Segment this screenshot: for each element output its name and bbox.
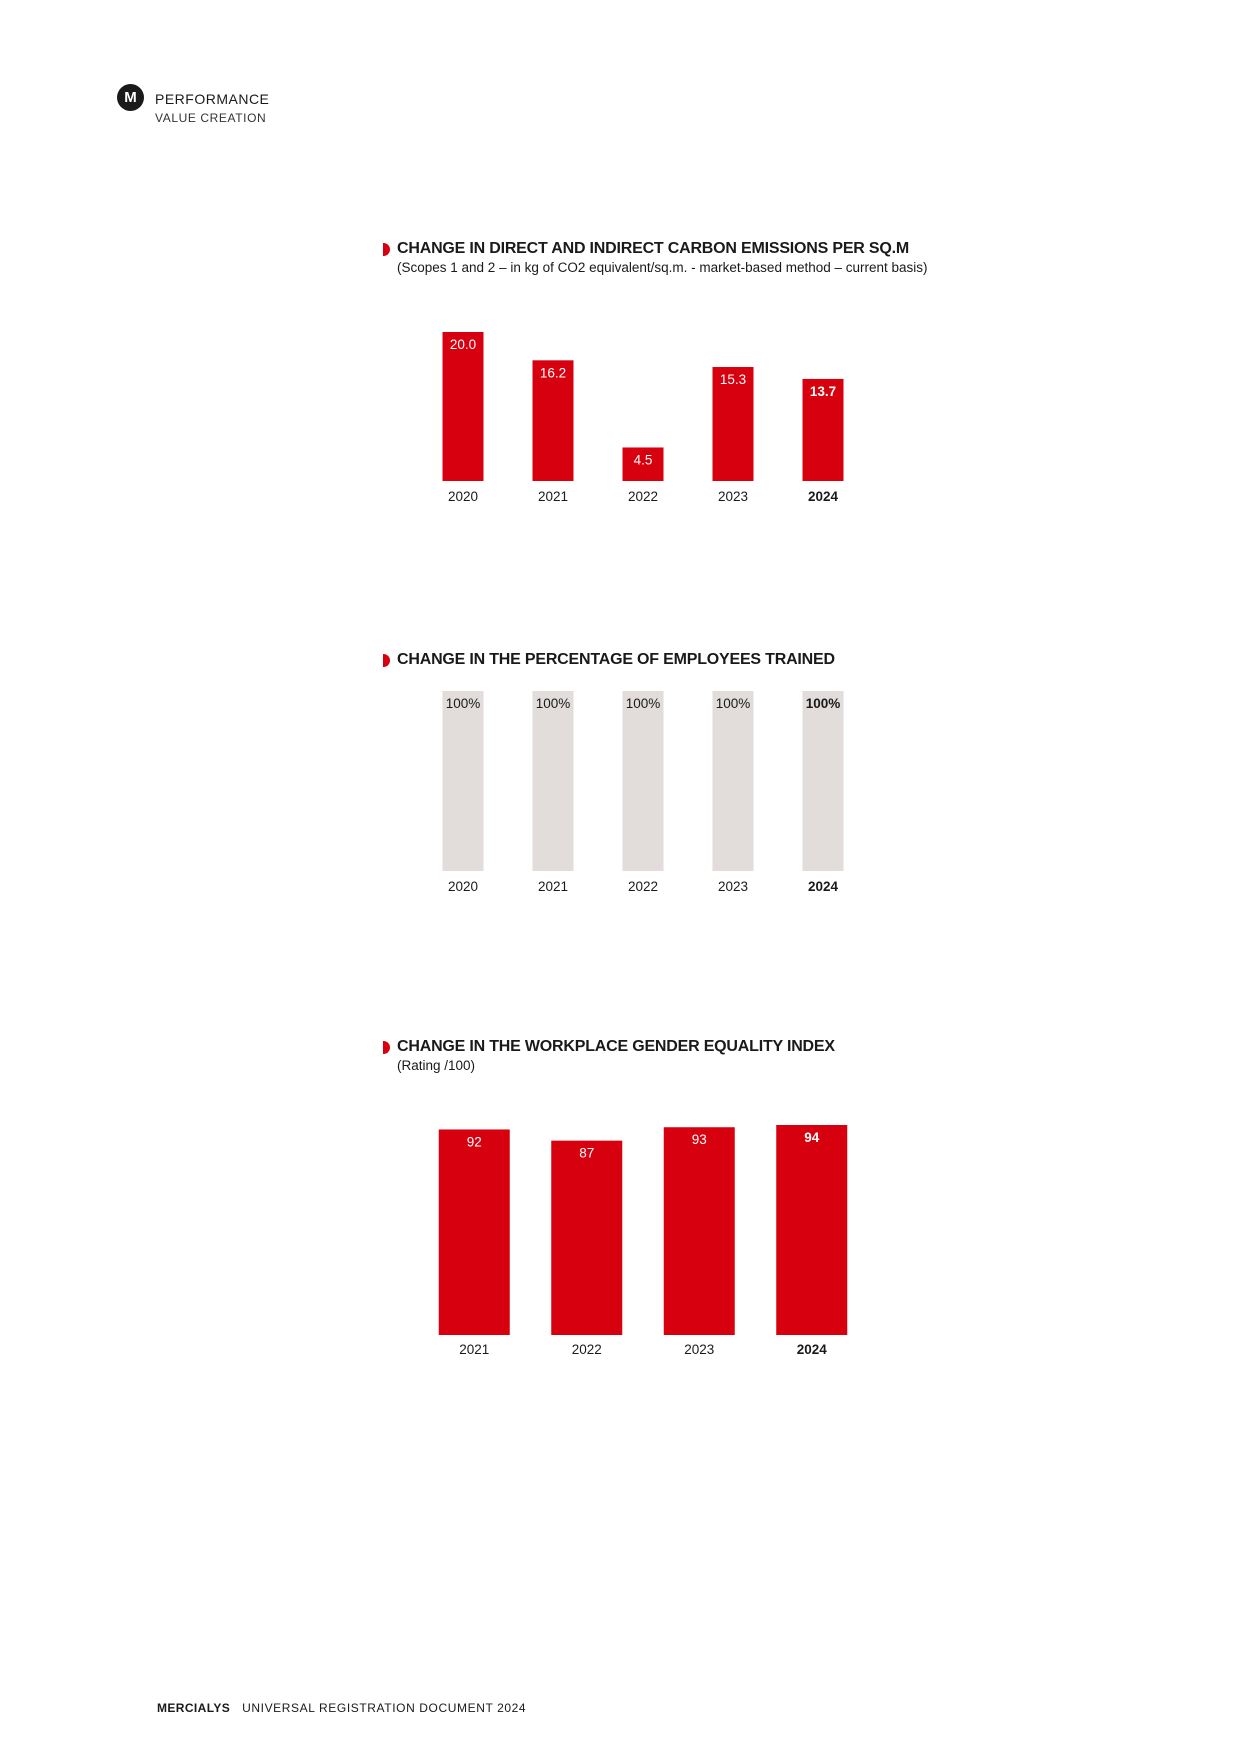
section-subtitle: VALUE CREATION bbox=[155, 111, 267, 125]
x-tick-label-2021: 2021 bbox=[459, 1342, 490, 1357]
bar-2021 bbox=[439, 1129, 510, 1335]
bar-2023 bbox=[713, 691, 754, 871]
x-tick-label-2024: 2024 bbox=[807, 879, 839, 894]
bar-2020 bbox=[443, 691, 484, 871]
data-label-2021: 92 bbox=[466, 1134, 482, 1150]
bar-2024 bbox=[776, 1125, 847, 1335]
gender-equality-chart bbox=[383, 1038, 1003, 1368]
data-label-2020: 100% bbox=[445, 696, 481, 711]
data-label-2022: 87 bbox=[579, 1145, 595, 1161]
bar-2021 bbox=[533, 691, 574, 871]
x-tick-label-2023: 2023 bbox=[684, 1342, 715, 1357]
data-label-2022: 100% bbox=[625, 696, 661, 711]
data-label-2021: 100% bbox=[535, 696, 571, 711]
bar-2022 bbox=[551, 1141, 622, 1335]
chart-title: CHANGE IN DIRECT AND INDIRECT CARBON EMISSIONS PER SQ.M bbox=[397, 240, 909, 257]
x-tick-label-2023: 2023 bbox=[717, 879, 749, 894]
x-tick-label-2024: 2024 bbox=[796, 1342, 827, 1357]
data-label-2024: 13.7 bbox=[809, 383, 837, 399]
employees-trained-chart bbox=[383, 651, 1003, 901]
data-label-2021: 16.2 bbox=[539, 365, 567, 381]
x-tick-label-2021: 2021 bbox=[537, 879, 569, 894]
footer-brand: MERCIALYS bbox=[157, 1701, 231, 1715]
x-tick-label-2022: 2022 bbox=[627, 879, 659, 894]
section-title: PERFORMANCE bbox=[155, 91, 270, 107]
data-label-2023: 15.3 bbox=[719, 372, 747, 388]
x-tick-label-2022: 2022 bbox=[627, 489, 659, 504]
chart-plot bbox=[383, 240, 1003, 510]
page-footer bbox=[157, 1701, 526, 1715]
bar-2020 bbox=[443, 332, 484, 481]
data-label-2024: 100% bbox=[805, 696, 841, 711]
chart-plot bbox=[383, 651, 1003, 901]
data-label-2020: 20.0 bbox=[449, 337, 477, 352]
x-tick-label-2022: 2022 bbox=[571, 1342, 602, 1357]
x-tick-label-2024: 2024 bbox=[807, 489, 839, 504]
chart-title: CHANGE IN THE PERCENTAGE OF EMPLOYEES TRAINED bbox=[397, 651, 835, 668]
footer-document-title: UNIVERSAL REGISTRATION DOCUMENT 2024 bbox=[242, 1701, 527, 1715]
data-label-2022: 4.5 bbox=[633, 452, 653, 468]
data-label-2023: 100% bbox=[715, 696, 751, 711]
bar-2024 bbox=[803, 691, 844, 871]
chart-plot bbox=[383, 1038, 1003, 1368]
chart-title: CHANGE IN THE WORKPLACE GENDER EQUALITY INDEX bbox=[397, 1038, 835, 1055]
data-label-2024: 94 bbox=[804, 1130, 820, 1145]
bar-2023 bbox=[664, 1127, 735, 1335]
chart-subtitle: (Scopes 1 and 2 – in kg of CO2 equivalent/sq.m. - market-based method – current basis) bbox=[397, 260, 928, 275]
carbon-emissions-chart bbox=[383, 240, 1003, 510]
data-label-2023: 93 bbox=[691, 1132, 707, 1148]
bar-2022 bbox=[623, 691, 664, 871]
x-tick-label-2020: 2020 bbox=[447, 879, 479, 894]
chart-subtitle: (Rating /100) bbox=[397, 1058, 476, 1073]
x-tick-label-2020: 2020 bbox=[447, 489, 479, 504]
x-tick-label-2023: 2023 bbox=[717, 489, 749, 504]
mercialys-logo-icon: M bbox=[117, 84, 144, 111]
x-tick-label-2021: 2021 bbox=[537, 489, 569, 504]
